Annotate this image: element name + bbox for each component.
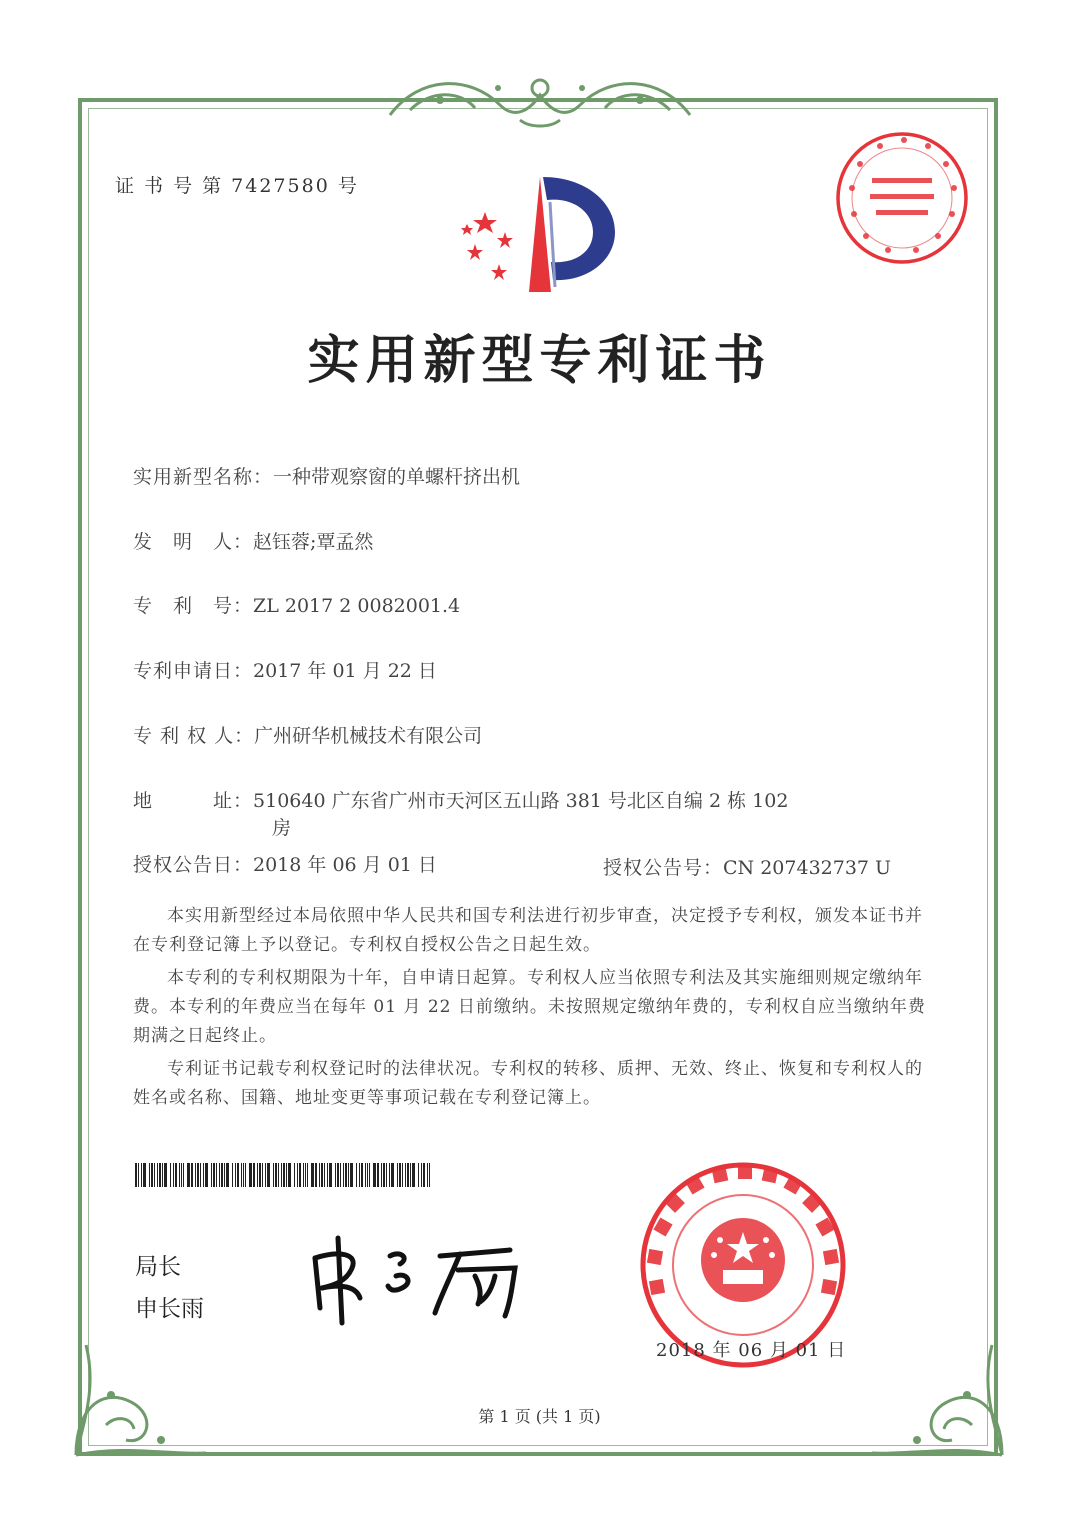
barcode-bar [179,1163,180,1187]
barcode-bar [350,1163,353,1187]
stamp-duty-seal-icon [832,128,972,268]
barcode-bar [327,1163,328,1187]
field-utility-model-name [133,462,520,489]
patentee-label: 专 利 权 人： [133,725,255,747]
barcode-bar [303,1163,304,1187]
filing-date-label: 专利申请日： [133,660,254,682]
barcode-bar [226,1163,229,1187]
barcode-bar [249,1163,252,1187]
barcode-bar [213,1163,215,1187]
inventor-value: 赵钰蓉;覃孟然 [253,531,374,553]
barcode-bar [157,1163,158,1187]
address-label: 地 址： [133,790,254,812]
grant-date-label: 授权公告日： [133,854,254,876]
field-patent-number [133,591,460,618]
barcode-bar [219,1163,220,1187]
barcode-bar [197,1163,199,1187]
barcode-bar [367,1163,368,1187]
barcode-bar [273,1163,274,1187]
body-paragraph-2: 本专利的专利权期限为十年，自申请日起算。专利权人应当依照专利法及其实施细则规定缴纳年费。本专利的年费应当在每年 01 月 22 日前缴纳。未按照规定缴纳年费的，专利权自应当缴纳年费期满之日起终止。 [133,968,926,1046]
barcode-bar [237,1163,239,1187]
patent-office-logo-icon [455,172,625,302]
body-paragraph-1: 本实用新型经过本局依照中华人民共和国专利法进行初步审查，决定授予专利权，颁发本证书并在专利登记簿上予以登记。专利权自授权公告之日起生效。 [133,906,923,955]
barcode-bar [359,1163,360,1187]
barcode-bar [141,1163,142,1187]
address-value-line1: 510640 广东省广州市天河区五山路 381 号北区自编 2 栋 102 [253,790,789,812]
barcode-bar [343,1163,344,1187]
barcode-bar [383,1163,385,1187]
grant-number-label: 授权公告号： [603,857,724,879]
barcode-bar [286,1163,287,1187]
utility-model-name-label: 实用新型名称： [133,466,274,488]
barcode-bar [275,1163,277,1187]
barcode-bar [149,1163,150,1187]
barcode-bar [259,1163,261,1187]
barcode-bar [195,1163,196,1187]
barcode-bar [205,1163,208,1187]
barcode-bar [288,1163,291,1187]
barcode-bar [200,1163,201,1187]
barcode-bar [421,1163,422,1187]
barcode-bar [278,1163,279,1187]
barcode-bar [329,1163,332,1187]
field-grant-date [133,850,437,877]
barcode-bar [361,1163,363,1187]
barcode-bar [386,1163,387,1187]
filing-date-value: 2017 年 01 月 22 日 [253,660,437,682]
seal-date: 2018 年 06 月 01 日 [656,1340,847,1361]
barcode-bar [405,1163,406,1187]
barcode-bar [267,1163,270,1187]
barcode-bar [299,1163,301,1187]
certificate-title: 实用新型专利证书 [307,330,772,391]
barcode-bar [241,1163,242,1187]
barcode-bar [377,1163,379,1187]
barcode-bar [423,1163,425,1187]
barcode-bar [216,1163,217,1187]
barcode-bar [151,1163,153,1187]
barcode-bar [381,1163,382,1187]
bottom-left-ornament-icon [66,1325,216,1465]
barcode-bar [369,1163,370,1187]
barcode-bar [183,1163,184,1187]
barcode-bar [315,1163,317,1187]
barcode-bar [243,1163,244,1187]
barcode-bar [294,1163,295,1187]
barcode-bar [365,1163,366,1187]
certificate-number: 证 书 号 第 7427580 号 [115,175,359,197]
barcode-bar [391,1163,394,1187]
grant-number-value: CN 207432737 U [723,857,892,879]
barcode-bar [373,1163,376,1187]
barcode-bar [407,1163,409,1187]
barcode-bar [173,1163,174,1187]
barcode-bar [311,1163,314,1187]
field-filing-date [133,656,437,683]
field-patentee [133,721,482,748]
barcode-bar [191,1163,193,1187]
patent-number-value: ZL 2017 2 0082001.4 [253,595,461,617]
barcode-bar [135,1163,137,1187]
barcode-bar [265,1163,266,1187]
barcode-bar [154,1163,155,1187]
body-paragraph-3: 专利证书记载专利权登记时的法律状况。专利权的转移、质押、无效、终止、恢复和专利权人的姓名或名称、国籍、地址变更等事项记载在专利登记簿上。 [133,1059,923,1108]
barcode-bar [412,1163,415,1187]
barcode-bar [159,1163,161,1187]
barcode [135,1163,435,1187]
top-ornament-icon [380,70,700,132]
barcode-bar [281,1163,282,1187]
barcode-bar [224,1163,225,1187]
barcode-bar [138,1163,139,1187]
barcode-bar [181,1163,182,1187]
barcode-bar [337,1163,339,1187]
barcode-bar [340,1163,341,1187]
barcode-bar [418,1163,419,1187]
utility-model-name-value: 一种带观察窗的单螺杆挤出机 [273,466,521,488]
barcode-bar [162,1163,163,1187]
certificate-body [133,902,933,1117]
barcode-bar [175,1163,177,1187]
barcode-bar [324,1163,325,1187]
barcode-bar [348,1163,349,1187]
barcode-bar [170,1163,171,1187]
field-address [133,786,788,813]
barcode-bar [283,1163,285,1187]
barcode-bar [345,1163,347,1187]
barcode-bar [305,1163,306,1187]
barcode-bar [221,1163,223,1187]
barcode-bar [410,1163,411,1187]
director-name: 申长雨 [135,1296,204,1322]
barcode-bar [397,1163,398,1187]
director-block [135,1246,204,1330]
barcode-bar [402,1163,403,1187]
barcode-bar [187,1163,190,1187]
barcode-bar [297,1163,298,1187]
patentee-value: 广州研华机械技术有限公司 [254,725,483,747]
barcode-bar [321,1163,323,1187]
page-footer: 第 1 页 (共 1 页) [478,1407,601,1426]
barcode-bar [389,1163,390,1187]
barcode-bar [307,1163,308,1187]
barcode-bar [356,1163,357,1187]
director-title: 局长 [135,1254,181,1280]
barcode-bar [164,1163,167,1187]
inventor-label: 发 明 人： [133,531,254,553]
barcode-bar [143,1163,146,1187]
barcode-bar [335,1163,336,1187]
barcode-bar [319,1163,320,1187]
barcode-bar [235,1163,236,1187]
barcode-bar [399,1163,401,1187]
handwritten-signature-icon [300,1228,540,1328]
barcode-bar [253,1163,255,1187]
barcode-bar [232,1163,233,1187]
address-value-line2: 房 [272,817,292,839]
bottom-right-ornament-icon [862,1325,1012,1465]
grant-date-value: 2018 年 06 月 01 日 [253,854,437,876]
barcode-bar [245,1163,246,1187]
barcode-bar [427,1163,428,1187]
barcode-bar [262,1163,263,1187]
field-inventor [133,527,373,554]
field-grant-number [603,853,891,880]
barcode-bar [211,1163,212,1187]
barcode-bar [203,1163,204,1187]
barcode-bar [429,1163,430,1187]
patent-number-label: 专 利 号： [133,595,254,617]
barcode-bar [257,1163,258,1187]
